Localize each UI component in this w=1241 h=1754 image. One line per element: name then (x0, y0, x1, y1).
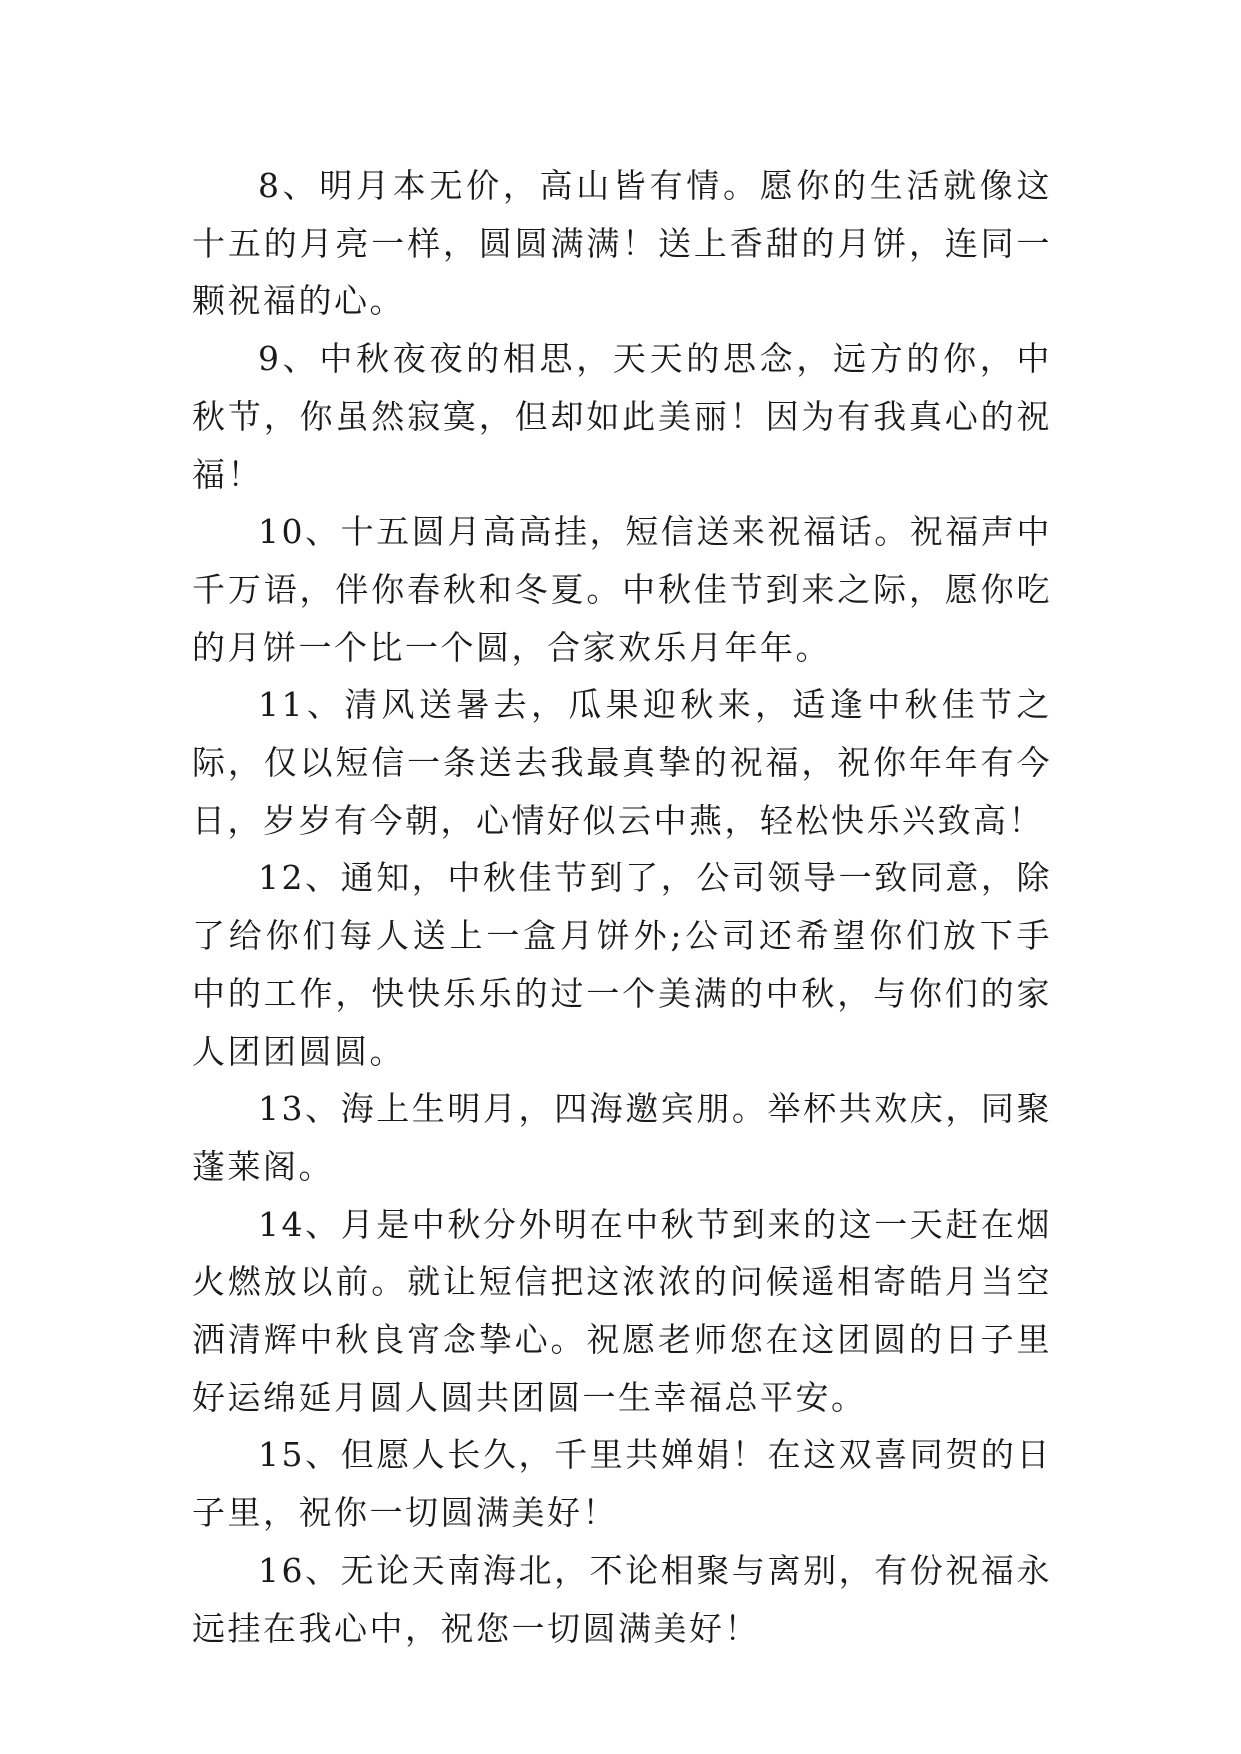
paragraph-16: 16、无论天南海北，不论相聚与离别，有份祝福永远挂在我心中，祝您一切圆满美好！ (192, 1550, 1052, 1648)
paragraph-14: 14、月是中秋分外明在中秋节到来的这一天赶在烟火燃放以前。就让短信把这浓浓的问候遥相寄皓月当空洒清辉中秋良宵念挚心。祝愿老师您在这团圆的日子里好运绵延月圆人圆共团圆一生幸福总平安。 (192, 1204, 1052, 1417)
document-body (192, 157, 1052, 1657)
paragraph-10: 10、十五圆月高高挂，短信送来祝福话。祝福声中千万语，伴你春秋和冬夏。中秋佳节到来之际，愿你吃的月饼一个比一个圆，合家欢乐月年年。 (192, 512, 1052, 667)
paragraph-12: 12、通知，中秋佳节到了，公司领导一致同意，除了给你们每人送上一盒月饼外;公司还希望你们放下手中的工作，快快乐乐的过一个美满的中秋，与你们的家人团团圆圆。 (192, 858, 1052, 1071)
paragraph-11: 11、清风送暑去，瓜果迎秋来，适逢中秋佳节之际，仅以短信一条送去我最真挚的祝福，祝你年年有今日，岁岁有今朝，心情好似云中燕，轻松快乐兴致高！ (192, 685, 1052, 840)
paragraph-15: 15、但愿人长久，千里共婵娟！在这双喜同贺的日子里，祝你一切圆满美好！ (192, 1435, 1052, 1533)
paragraph-8: 8、明月本无价，高山皆有情。愿你的生活就像这十五的月亮一样，圆圆满满！送上香甜的月饼，连同一颗祝福的心。 (192, 166, 1052, 321)
paragraph-13: 13、海上生明月，四海邀宾朋。举杯共欢庆，同聚蓬莱阁。 (192, 1089, 1052, 1186)
paragraph-9: 9、中秋夜夜的相思，天天的思念，远方的你，中秋节，你虽然寂寞，但却如此美丽！因为有我真心的祝福！ (192, 339, 1052, 494)
